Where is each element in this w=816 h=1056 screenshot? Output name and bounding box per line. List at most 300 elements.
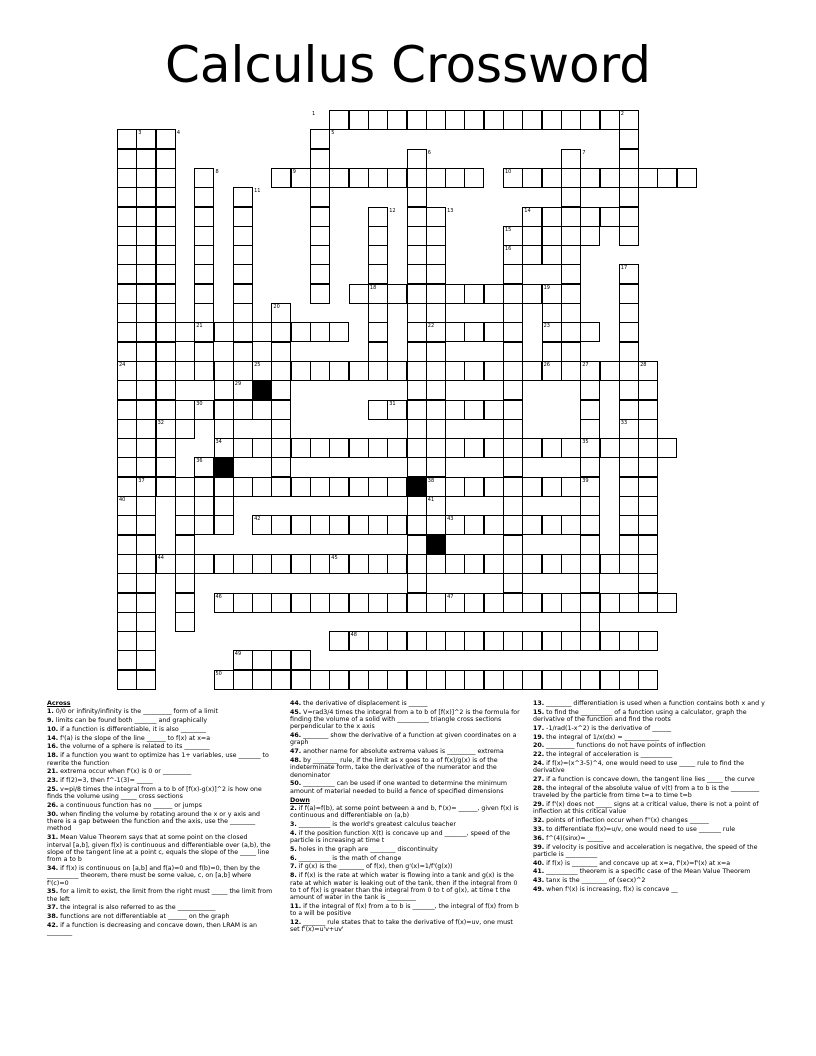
grid-cell[interactable]: [503, 593, 523, 613]
grid-cell[interactable]: [136, 303, 156, 323]
grid-cell[interactable]: [484, 400, 504, 420]
grid-cell[interactable]: [175, 496, 195, 516]
grid-cell[interactable]: [310, 322, 330, 342]
grid-cell[interactable]: [233, 226, 253, 246]
grid-cell[interactable]: [175, 554, 195, 574]
grid-cell[interactable]: [542, 226, 562, 246]
grid-cell[interactable]: [271, 650, 291, 670]
grid-cell[interactable]: [156, 187, 176, 207]
grid-cell[interactable]: [156, 457, 176, 477]
grid-cell[interactable]: [600, 593, 620, 613]
grid-cell[interactable]: [175, 515, 195, 535]
grid-cell[interactable]: [349, 110, 369, 130]
grid-cell[interactable]: [349, 438, 369, 458]
grid-cell[interactable]: [561, 226, 581, 246]
grid-cell[interactable]: [156, 342, 176, 362]
grid-cell[interactable]: [252, 477, 272, 497]
grid-cell[interactable]: [136, 593, 156, 613]
grid-cell[interactable]: [233, 400, 253, 420]
grid-cell[interactable]: [619, 496, 639, 516]
grid-cell[interactable]: [329, 593, 349, 613]
grid-cell[interactable]: [407, 245, 427, 265]
grid-cell[interactable]: [233, 207, 253, 227]
grid-cell[interactable]: [503, 457, 523, 477]
grid-cell[interactable]: [310, 593, 330, 613]
grid-cell[interactable]: [117, 670, 137, 690]
grid-cell[interactable]: [464, 438, 484, 458]
grid-cell[interactable]: [252, 670, 272, 690]
grid-cell[interactable]: [600, 110, 620, 130]
grid-cell[interactable]: [426, 400, 446, 420]
grid-cell[interactable]: [349, 168, 369, 188]
grid-cell[interactable]: [600, 438, 620, 458]
grid-cell[interactable]: [542, 303, 562, 323]
grid-cell[interactable]: [561, 515, 581, 535]
grid-cell[interactable]: [194, 264, 214, 284]
grid-cell[interactable]: [657, 168, 677, 188]
grid-cell[interactable]: [156, 245, 176, 265]
grid-cell[interactable]: [407, 207, 427, 227]
grid-cell[interactable]: [233, 245, 253, 265]
grid-cell[interactable]: [445, 554, 465, 574]
grid-cell[interactable]: [368, 361, 388, 381]
grid-cell[interactable]: [349, 593, 369, 613]
grid-cell[interactable]: [271, 593, 291, 613]
grid-cell[interactable]: [349, 515, 369, 535]
grid-cell[interactable]: [136, 284, 156, 304]
grid-cell[interactable]: [117, 612, 137, 632]
grid-cell[interactable]: [310, 477, 330, 497]
grid-cell[interactable]: [426, 631, 446, 651]
grid-cell[interactable]: [271, 400, 291, 420]
grid-cell[interactable]: [561, 631, 581, 651]
grid-cell[interactable]: [175, 535, 195, 555]
grid-cell[interactable]: [619, 149, 639, 169]
grid-cell[interactable]: [619, 670, 639, 690]
grid-cell[interactable]: [175, 477, 195, 497]
grid-cell[interactable]: [503, 380, 523, 400]
grid-cell[interactable]: [619, 515, 639, 535]
grid-cell[interactable]: [580, 400, 600, 420]
grid-cell[interactable]: [291, 438, 311, 458]
grid-cell[interactable]: [214, 322, 234, 342]
grid-cell[interactable]: [310, 438, 330, 458]
grid-cell[interactable]: [619, 187, 639, 207]
grid-cell[interactable]: [484, 110, 504, 130]
grid-cell[interactable]: [194, 554, 214, 574]
grid-cell[interactable]: [503, 322, 523, 342]
grid-cell[interactable]: [426, 342, 446, 362]
grid-cell[interactable]: [233, 284, 253, 304]
grid-cell[interactable]: [214, 515, 234, 535]
grid-cell[interactable]: [271, 419, 291, 439]
grid-cell[interactable]: [387, 168, 407, 188]
grid-cell[interactable]: [329, 631, 349, 651]
grid-cell[interactable]: [522, 515, 542, 535]
grid-cell[interactable]: [349, 554, 369, 574]
grid-cell[interactable]: [638, 477, 658, 497]
grid-cell[interactable]: [464, 400, 484, 420]
grid-cell[interactable]: [464, 631, 484, 651]
grid-cell[interactable]: [117, 515, 137, 535]
grid-cell[interactable]: [329, 438, 349, 458]
grid-cell[interactable]: [503, 264, 523, 284]
grid-cell[interactable]: [194, 303, 214, 323]
grid-cell[interactable]: [638, 573, 658, 593]
grid-cell[interactable]: [407, 400, 427, 420]
grid-cell[interactable]: [407, 322, 427, 342]
grid-cell[interactable]: [271, 515, 291, 535]
grid-cell[interactable]: [407, 496, 427, 516]
grid-cell[interactable]: [271, 168, 291, 188]
grid-cell[interactable]: [329, 110, 349, 130]
grid-cell[interactable]: [561, 284, 581, 304]
grid-cell[interactable]: [156, 168, 176, 188]
grid-cell[interactable]: [117, 264, 137, 284]
grid-cell[interactable]: [194, 477, 214, 497]
grid-cell[interactable]: [233, 670, 253, 690]
grid-cell[interactable]: [136, 400, 156, 420]
grid-cell[interactable]: [233, 322, 253, 342]
grid-cell[interactable]: [310, 245, 330, 265]
grid-cell[interactable]: [503, 303, 523, 323]
grid-cell[interactable]: [503, 515, 523, 535]
grid-cell[interactable]: [407, 573, 427, 593]
grid-cell[interactable]: [291, 322, 311, 342]
grid-cell[interactable]: [600, 207, 620, 227]
grid-cell[interactable]: [387, 554, 407, 574]
grid-cell[interactable]: [445, 670, 465, 690]
grid-cell[interactable]: [407, 284, 427, 304]
grid-cell[interactable]: [291, 554, 311, 574]
grid-cell[interactable]: [580, 419, 600, 439]
grid-cell[interactable]: [368, 245, 388, 265]
grid-cell[interactable]: [542, 631, 562, 651]
grid-cell[interactable]: [310, 361, 330, 381]
grid-cell[interactable]: [619, 631, 639, 651]
grid-cell[interactable]: [117, 149, 137, 169]
grid-cell[interactable]: [117, 342, 137, 362]
grid-cell[interactable]: [638, 168, 658, 188]
grid-cell[interactable]: [310, 187, 330, 207]
grid-cell[interactable]: [464, 515, 484, 535]
grid-cell[interactable]: [271, 438, 291, 458]
grid-cell[interactable]: [407, 110, 427, 130]
grid-cell[interactable]: [638, 554, 658, 574]
grid-cell[interactable]: [580, 457, 600, 477]
grid-cell[interactable]: [310, 226, 330, 246]
grid-cell[interactable]: [368, 322, 388, 342]
grid-cell[interactable]: [580, 226, 600, 246]
grid-cell[interactable]: [387, 631, 407, 651]
grid-cell[interactable]: [484, 322, 504, 342]
grid-cell[interactable]: [194, 207, 214, 227]
grid-cell[interactable]: [136, 457, 156, 477]
grid-cell[interactable]: [426, 207, 446, 227]
grid-cell[interactable]: [484, 554, 504, 574]
grid-cell[interactable]: [349, 284, 369, 304]
grid-cell[interactable]: [542, 554, 562, 574]
grid-cell[interactable]: [561, 438, 581, 458]
grid-cell[interactable]: [561, 342, 581, 362]
grid-cell[interactable]: [445, 284, 465, 304]
grid-cell[interactable]: [464, 284, 484, 304]
grid-cell[interactable]: [117, 380, 137, 400]
grid-cell[interactable]: [522, 361, 542, 381]
grid-cell[interactable]: [426, 457, 446, 477]
grid-cell[interactable]: [310, 129, 330, 149]
grid-cell[interactable]: [368, 438, 388, 458]
grid-cell[interactable]: [136, 573, 156, 593]
grid-cell[interactable]: [503, 361, 523, 381]
grid-cell[interactable]: [522, 593, 542, 613]
grid-cell[interactable]: [368, 207, 388, 227]
grid-cell[interactable]: [464, 670, 484, 690]
grid-cell[interactable]: [484, 631, 504, 651]
grid-cell[interactable]: [387, 110, 407, 130]
grid-cell[interactable]: [310, 284, 330, 304]
grid-cell[interactable]: [117, 419, 137, 439]
grid-cell[interactable]: [426, 554, 446, 574]
grid-cell[interactable]: [542, 515, 562, 535]
grid-cell[interactable]: [619, 554, 639, 574]
grid-cell[interactable]: [426, 284, 446, 304]
grid-cell[interactable]: [542, 593, 562, 613]
grid-cell[interactable]: [503, 110, 523, 130]
grid-cell[interactable]: [117, 477, 137, 497]
grid-cell[interactable]: [484, 515, 504, 535]
grid-cell[interactable]: [387, 284, 407, 304]
grid-cell[interactable]: [310, 264, 330, 284]
grid-cell[interactable]: [252, 322, 272, 342]
grid-cell[interactable]: [619, 400, 639, 420]
grid-cell[interactable]: [136, 419, 156, 439]
grid-cell[interactable]: [464, 554, 484, 574]
grid-cell[interactable]: [426, 303, 446, 323]
grid-cell[interactable]: [271, 361, 291, 381]
grid-cell[interactable]: [619, 322, 639, 342]
grid-cell[interactable]: [542, 110, 562, 130]
grid-cell[interactable]: [310, 554, 330, 574]
grid-cell[interactable]: [407, 438, 427, 458]
grid-cell[interactable]: [117, 554, 137, 574]
grid-cell[interactable]: [638, 438, 658, 458]
grid-cell[interactable]: [117, 129, 137, 149]
grid-cell[interactable]: [522, 554, 542, 574]
grid-cell[interactable]: [561, 264, 581, 284]
grid-cell[interactable]: [291, 515, 311, 535]
grid-cell[interactable]: [214, 419, 234, 439]
grid-cell[interactable]: [271, 670, 291, 690]
grid-cell[interactable]: [426, 438, 446, 458]
grid-cell[interactable]: [156, 284, 176, 304]
grid-cell[interactable]: [194, 284, 214, 304]
grid-cell[interactable]: [349, 361, 369, 381]
grid-cell[interactable]: [214, 477, 234, 497]
grid-cell[interactable]: [561, 187, 581, 207]
grid-cell[interactable]: [407, 226, 427, 246]
grid-cell[interactable]: [619, 457, 639, 477]
grid-cell[interactable]: [619, 284, 639, 304]
grid-cell[interactable]: [561, 168, 581, 188]
grid-cell[interactable]: [136, 361, 156, 381]
grid-cell[interactable]: [233, 361, 253, 381]
grid-cell[interactable]: [407, 361, 427, 381]
grid-cell[interactable]: [117, 284, 137, 304]
grid-cell[interactable]: [194, 245, 214, 265]
grid-cell[interactable]: [677, 168, 697, 188]
grid-cell[interactable]: [310, 168, 330, 188]
grid-cell[interactable]: [136, 380, 156, 400]
grid-cell[interactable]: [194, 226, 214, 246]
grid-cell[interactable]: [136, 342, 156, 362]
grid-cell[interactable]: [638, 496, 658, 516]
grid-cell[interactable]: [561, 477, 581, 497]
grid-cell[interactable]: [368, 400, 388, 420]
grid-cell[interactable]: [194, 342, 214, 362]
grid-cell[interactable]: [310, 670, 330, 690]
grid-cell[interactable]: [407, 342, 427, 362]
grid-cell[interactable]: [329, 477, 349, 497]
grid-cell[interactable]: [387, 515, 407, 535]
grid-cell[interactable]: [368, 515, 388, 535]
grid-cell[interactable]: [368, 342, 388, 362]
grid-cell[interactable]: [426, 110, 446, 130]
grid-cell[interactable]: [542, 245, 562, 265]
grid-cell[interactable]: [136, 264, 156, 284]
grid-cell[interactable]: [156, 264, 176, 284]
grid-cell[interactable]: [657, 438, 677, 458]
grid-cell[interactable]: [329, 322, 349, 342]
grid-cell[interactable]: [407, 264, 427, 284]
grid-cell[interactable]: [407, 554, 427, 574]
grid-cell[interactable]: [503, 400, 523, 420]
grid-cell[interactable]: [407, 515, 427, 535]
grid-cell[interactable]: [426, 264, 446, 284]
grid-cell[interactable]: [156, 361, 176, 381]
grid-cell[interactable]: [522, 670, 542, 690]
grid-cell[interactable]: [619, 226, 639, 246]
grid-cell[interactable]: [156, 400, 176, 420]
grid-cell[interactable]: [561, 593, 581, 613]
grid-cell[interactable]: [638, 419, 658, 439]
grid-cell[interactable]: [522, 168, 542, 188]
grid-cell[interactable]: [194, 361, 214, 381]
grid-cell[interactable]: [561, 554, 581, 574]
grid-cell[interactable]: [503, 342, 523, 362]
grid-cell[interactable]: [329, 515, 349, 535]
grid-cell[interactable]: [252, 400, 272, 420]
grid-cell[interactable]: [407, 187, 427, 207]
grid-cell[interactable]: [638, 400, 658, 420]
grid-cell[interactable]: [580, 631, 600, 651]
grid-cell[interactable]: [600, 670, 620, 690]
grid-cell[interactable]: [407, 457, 427, 477]
grid-cell[interactable]: [136, 245, 156, 265]
grid-cell[interactable]: [368, 554, 388, 574]
grid-cell[interactable]: [657, 593, 677, 613]
grid-cell[interactable]: [156, 303, 176, 323]
grid-cell[interactable]: [407, 593, 427, 613]
grid-cell[interactable]: [271, 477, 291, 497]
grid-cell[interactable]: [522, 226, 542, 246]
grid-cell[interactable]: [426, 168, 446, 188]
grid-cell[interactable]: [368, 670, 388, 690]
grid-cell[interactable]: [561, 670, 581, 690]
grid-cell[interactable]: [503, 554, 523, 574]
grid-cell[interactable]: [271, 554, 291, 574]
grid-cell[interactable]: [407, 303, 427, 323]
grid-cell[interactable]: [580, 207, 600, 227]
grid-cell[interactable]: [136, 187, 156, 207]
grid-cell[interactable]: [233, 187, 253, 207]
grid-cell[interactable]: [117, 593, 137, 613]
grid-cell[interactable]: [252, 593, 272, 613]
grid-cell[interactable]: [619, 361, 639, 381]
grid-cell[interactable]: [522, 245, 542, 265]
grid-cell[interactable]: [117, 535, 137, 555]
grid-cell[interactable]: [368, 593, 388, 613]
grid-cell[interactable]: [619, 129, 639, 149]
grid-cell[interactable]: [484, 284, 504, 304]
grid-cell[interactable]: [445, 400, 465, 420]
grid-cell[interactable]: [561, 322, 581, 342]
grid-cell[interactable]: [522, 631, 542, 651]
grid-cell[interactable]: [580, 593, 600, 613]
grid-cell[interactable]: [175, 419, 195, 439]
grid-cell[interactable]: [136, 650, 156, 670]
grid-cell[interactable]: [387, 670, 407, 690]
grid-cell[interactable]: [619, 342, 639, 362]
grid-cell[interactable]: [600, 361, 620, 381]
grid-cell[interactable]: [619, 477, 639, 497]
grid-cell[interactable]: [368, 264, 388, 284]
grid-cell[interactable]: [407, 631, 427, 651]
grid-cell[interactable]: [522, 438, 542, 458]
grid-cell[interactable]: [387, 438, 407, 458]
grid-cell[interactable]: [233, 438, 253, 458]
grid-cell[interactable]: [136, 168, 156, 188]
grid-cell[interactable]: [600, 631, 620, 651]
grid-cell[interactable]: [233, 554, 253, 574]
grid-cell[interactable]: [156, 226, 176, 246]
grid-cell[interactable]: [464, 593, 484, 613]
grid-cell[interactable]: [638, 535, 658, 555]
grid-cell[interactable]: [561, 303, 581, 323]
grid-cell[interactable]: [117, 650, 137, 670]
grid-cell[interactable]: [464, 477, 484, 497]
grid-cell[interactable]: [291, 361, 311, 381]
grid-cell[interactable]: [194, 168, 214, 188]
grid-cell[interactable]: [156, 380, 176, 400]
grid-cell[interactable]: [387, 361, 407, 381]
grid-cell[interactable]: [580, 496, 600, 516]
grid-cell[interactable]: [291, 593, 311, 613]
grid-cell[interactable]: [329, 361, 349, 381]
grid-cell[interactable]: [136, 670, 156, 690]
grid-cell[interactable]: [561, 361, 581, 381]
grid-cell[interactable]: [407, 535, 427, 555]
grid-cell[interactable]: [271, 380, 291, 400]
grid-cell[interactable]: [175, 593, 195, 613]
grid-cell[interactable]: [175, 400, 195, 420]
grid-cell[interactable]: [291, 670, 311, 690]
grid-cell[interactable]: [542, 670, 562, 690]
grid-cell[interactable]: [271, 342, 291, 362]
grid-cell[interactable]: [445, 168, 465, 188]
grid-cell[interactable]: [445, 110, 465, 130]
grid-cell[interactable]: [233, 342, 253, 362]
